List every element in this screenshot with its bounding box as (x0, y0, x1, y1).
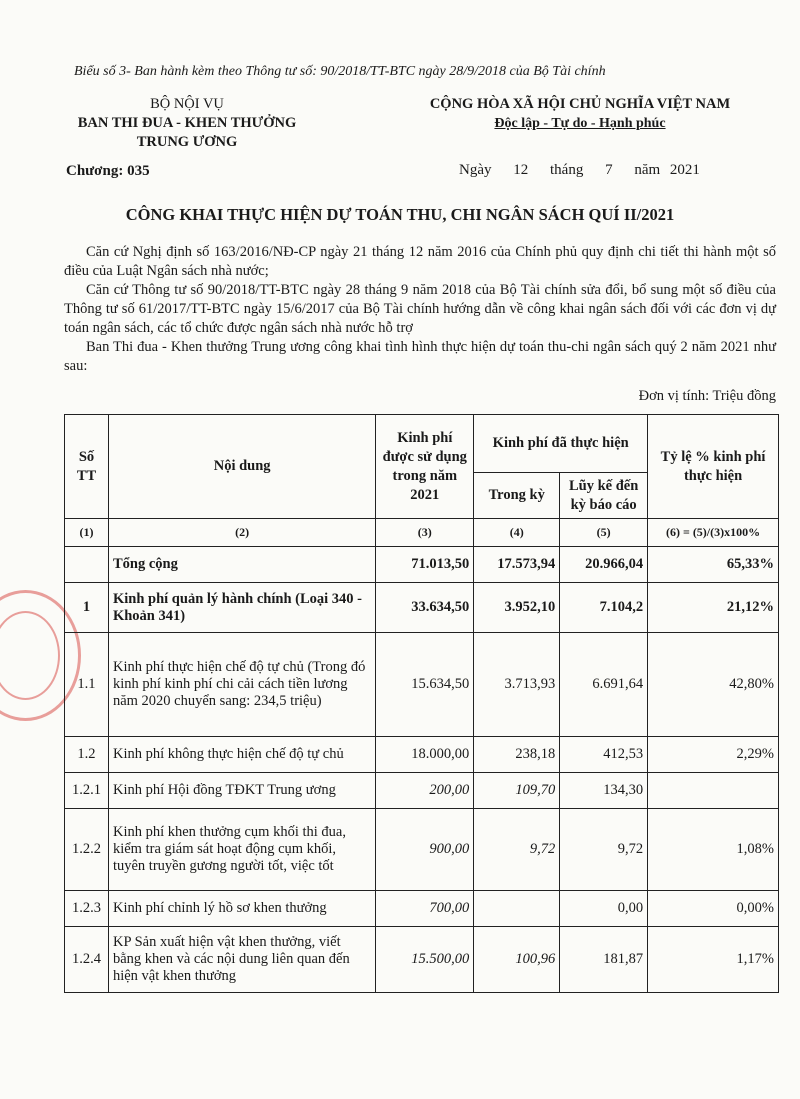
row-stt: 1.2 (65, 737, 109, 773)
row-cumulative: 6.691,64 (560, 633, 648, 737)
date-year-label: năm (634, 162, 661, 178)
row-content: Tổng cộng (108, 547, 375, 583)
table-row (65, 809, 779, 891)
chapter-code: Chương: 035 (66, 163, 150, 179)
row-budget: 15.634,50 (376, 633, 474, 737)
row-ratio: 0,00% (648, 891, 779, 927)
issuing-agency-header (62, 95, 312, 152)
table-row (65, 927, 779, 993)
row-stt (65, 547, 109, 583)
row-budget: 71.013,50 (376, 547, 474, 583)
row-period: 3.952,10 (474, 583, 560, 633)
row-content: Kinh phí Hội đồng TĐKT Trung ương (108, 773, 375, 809)
document-title: CÔNG KHAI THỰC HIỆN DỰ TOÁN THU, CHI NGÂN SÁCH QUÍ II/2021 (125, 205, 675, 224)
row-budget: 33.634,50 (376, 583, 474, 633)
date-month-label: tháng (550, 162, 584, 178)
col-number: (3) (376, 519, 474, 547)
nation-name: CỘNG HÒA XÃ HỘI CHỦ NGHĨA VIỆT NAM (429, 96, 731, 112)
col-number: (5) (560, 519, 648, 547)
row-period: 9,72 (474, 809, 560, 891)
col-number: (6) = (5)/(3)x100% (648, 519, 779, 547)
header-period: Trong kỳ (474, 473, 560, 519)
date-day-label: Ngày (459, 162, 492, 178)
paragraph: Căn cứ Thông tư số 90/2018/TT-BTC ngày 28 tháng 9 năm 2018 của Bộ Tài chính sửa đổi, bổ sung một số điều của Thông tư số 61/2017/TT-BTC ngày 15/6/2017 của Bộ Tài chính hướng dẫn về công khai ngân sách đối với các đơn vị dự toán ngân sách, các tổ chức được ngân sách nhà nước hỗ trợ (64, 282, 776, 336)
table-row (65, 773, 779, 809)
row-ratio: 21,12% (648, 583, 779, 633)
row-period: 100,96 (474, 927, 560, 993)
row-ratio (648, 773, 779, 809)
row-cumulative: 7.104,2 (560, 583, 648, 633)
row-stt: 1.1 (65, 633, 109, 737)
row-content: Kinh phí chỉnh lý hồ sơ khen thưởng (108, 891, 375, 927)
table-row (65, 547, 779, 583)
row-period: 238,18 (474, 737, 560, 773)
org-name-line2: TRUNG ƯƠNG (136, 134, 238, 150)
paragraph: Căn cứ Nghị định số 163/2016/NĐ-CP ngày 21 tháng 12 năm 2016 của Chính phủ quy định chi tiết thi hành một số điều của Luật Ngân sách nhà nước; (64, 244, 776, 279)
nation-motto: Độc lập - Tự do - Hạnh phúc (494, 116, 666, 131)
header-ratio: Tỷ lệ % kinh phí thực hiện (648, 415, 779, 519)
row-cumulative: 20.966,04 (560, 547, 648, 583)
ministry-name: BỘ NỘI VỤ (150, 96, 224, 112)
legal-basis-text (64, 243, 776, 376)
row-cumulative: 412,53 (560, 737, 648, 773)
row-ratio: 1,08% (648, 809, 779, 891)
row-budget: 18.000,00 (376, 737, 474, 773)
row-content: Kinh phí khen thưởng cụm khối thi đua, kiểm tra giám sát hoạt động cụm khối, tuyên truyền gương người tốt, việc tốt (108, 809, 375, 891)
column-number-row (65, 519, 779, 547)
currency-unit: Đơn vị tính: Triệu đồng (638, 388, 776, 404)
row-budget: 900,00 (376, 809, 474, 891)
date-day: 12 (513, 162, 529, 178)
header-content: Nội dung (108, 415, 375, 519)
row-stt: 1.2.4 (65, 927, 109, 993)
table-row (65, 583, 779, 633)
row-ratio: 1,17% (648, 927, 779, 993)
row-ratio: 65,33% (648, 547, 779, 583)
row-budget: 15.500,00 (376, 927, 474, 993)
row-cumulative: 9,72 (560, 809, 648, 891)
row-period: 17.573,94 (474, 547, 560, 583)
header-spent-group: Kinh phí đã thực hiện (474, 415, 648, 473)
col-number: (2) (108, 519, 375, 547)
row-cumulative: 134,30 (560, 773, 648, 809)
nation-header (400, 95, 760, 133)
table-row (65, 891, 779, 927)
row-stt: 1 (65, 583, 109, 633)
header-stt: Số TT (65, 415, 109, 519)
row-ratio: 42,80% (648, 633, 779, 737)
date-year: 2021 (669, 162, 700, 178)
row-cumulative: 0,00 (560, 891, 648, 927)
org-name-line1: BAN THI ĐUA - KHEN THƯỞNG (77, 115, 297, 131)
row-stt: 1.2.3 (65, 891, 109, 927)
row-period (474, 891, 560, 927)
row-ratio: 2,29% (648, 737, 779, 773)
table-row (65, 737, 779, 773)
col-number: (4) (474, 519, 560, 547)
row-budget: 200,00 (376, 773, 474, 809)
budget-table (64, 414, 779, 993)
row-content: Kinh phí thực hiện chế độ tự chủ (Trong đó kinh phí kinh phí chi cải cách tiền lương năm 2020 chuyển sang: 234,5 triệu) (108, 633, 375, 737)
row-stt: 1.2.2 (65, 809, 109, 891)
row-content: Kinh phí không thực hiện chế độ tự chủ (108, 737, 375, 773)
row-cumulative: 181,87 (560, 927, 648, 993)
row-stt: 1.2.1 (65, 773, 109, 809)
document-date (459, 162, 716, 179)
row-content: KP Sản xuất hiện vật khen thưởng, viết bằng khen và các nội dung liên quan đến hiện vật khen thưởng (108, 927, 375, 993)
row-period: 109,70 (474, 773, 560, 809)
form-reference-note: Biểu số 3- Ban hành kèm theo Thông tư số: 90/2018/TT-BTC ngày 28/9/2018 của Bộ Tài chính (74, 64, 606, 79)
col-number: (1) (65, 519, 109, 547)
header-cumulative: Lũy kế đến kỳ báo cáo (560, 473, 648, 519)
row-budget: 700,00 (376, 891, 474, 927)
date-month: 7 (605, 162, 613, 178)
header-budget: Kinh phí được sử dụng trong năm 2021 (376, 415, 474, 519)
paragraph: Ban Thi đua - Khen thưởng Trung ương công khai tình hình thực hiện dự toán thu-chi ngân sách quý 2 năm 2021 như sau: (64, 339, 776, 374)
row-content: Kinh phí quản lý hành chính (Loại 340 - Khoản 341) (108, 583, 375, 633)
row-period: 3.713,93 (474, 633, 560, 737)
table-row (65, 633, 779, 737)
